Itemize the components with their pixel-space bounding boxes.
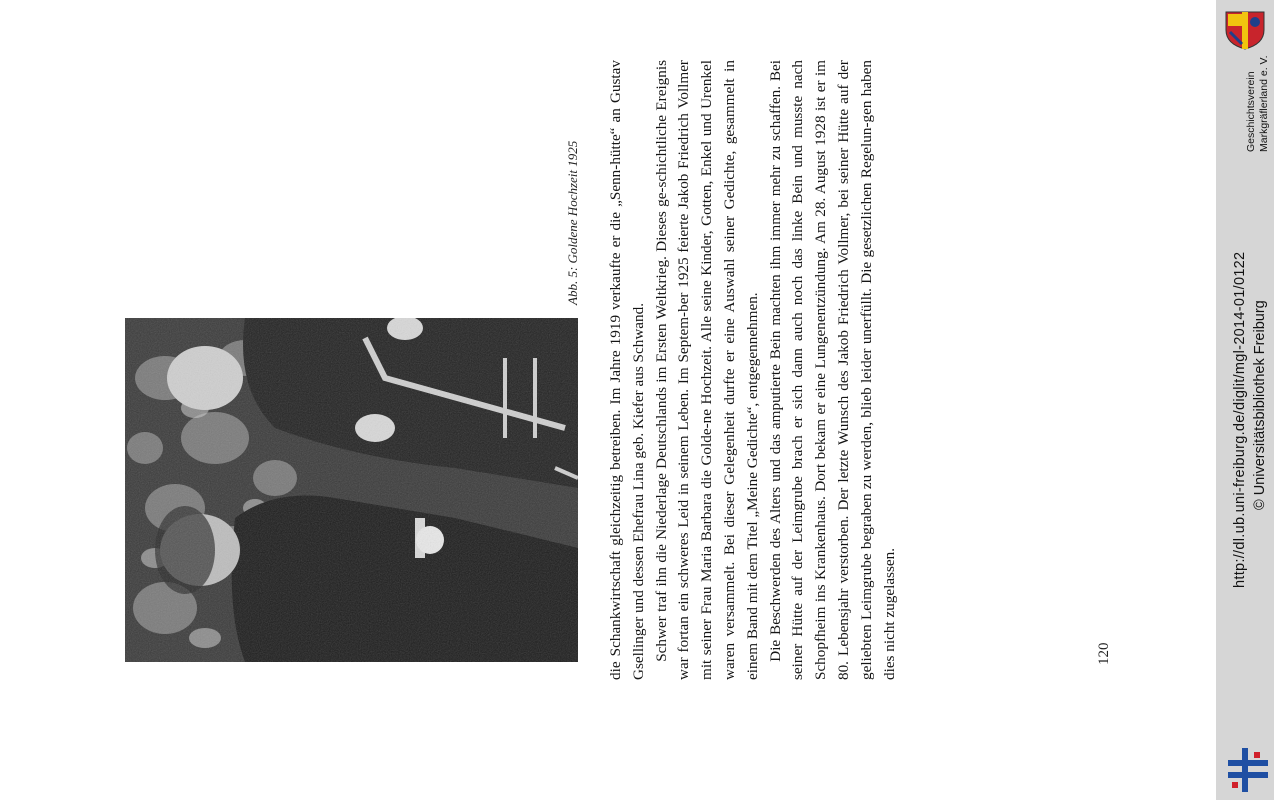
paragraph: die Schankwirtschaft gleichzeitig betreiben. Im Jahre 1919 verkaufte er die „Senn-hütte“ an Gustav Gsellinger und dessen Ehefrau Lina geb. Kiefer aus Schwand. <box>607 60 647 680</box>
society-name-line1-text: Geschichtsverein <box>1245 71 1257 152</box>
photo-illustration <box>125 318 578 662</box>
page-number-text: 120 <box>1096 642 1112 665</box>
photo-caption-text: Abb. 5: Goldene Hochzeit 1925 <box>565 140 580 305</box>
society-name-line2-text: Markgräflerland e. V. <box>1258 55 1270 152</box>
photo-golden-wedding <box>125 318 578 662</box>
paragraph: Die Beschwerden des Alters und das amputierte Bein machten ihm immer mehr zu schaffen. Bei seiner Hütte auf der Leimgrube brach er sich dann auch noch das linke Bein und musste nach Schopfheim ins Krankenhaus. Dort bekam er eine Lungenentzündung. Am 28. August 1928 ist er im 80. Lebensjahr verstorben. Der letzte Wunsch des Jakob Friedrich Vollmer, bei seiner Hütte auf der geliebten Leimgrube begraben zu werden, blieb leider unerfüllt. Die gesetzlichen Regelun-gen haben dies nicht zugelassen. <box>766 60 898 680</box>
ub-freiburg-logo-icon <box>1228 748 1268 792</box>
source-url-text[interactable]: http://dl.ub.uni-freiburg.de/diglit/mgl-2014-01/0122 <box>1232 251 1248 588</box>
copyright-text: © Universitätsbibliothek Freiburg <box>1252 300 1268 510</box>
paragraph: Schwer traf ihn die Niederlage Deutschlands im Ersten Weltkrieg. Dieses ge-schichtliche Ereignis war fortan ein schweres Leid in seinem Leben. Im Septem-ber 1925 feierte Jakob Friedrich Vollmer mit seiner Frau Maria Barbara die Golde-ne Hochzeit. Alle seine Kinder, Gotten, Enkel und Urenkel waren versammelt. Bei dieser Gelegenheit durfte er eine Auswahl seiner Gedichte, gesammelt in einem Band mit dem Titel „Meine Gedichte“, entgegennehmen. <box>652 60 761 680</box>
coat-of-arms-icon <box>1222 10 1268 50</box>
body-text <box>605 60 915 680</box>
